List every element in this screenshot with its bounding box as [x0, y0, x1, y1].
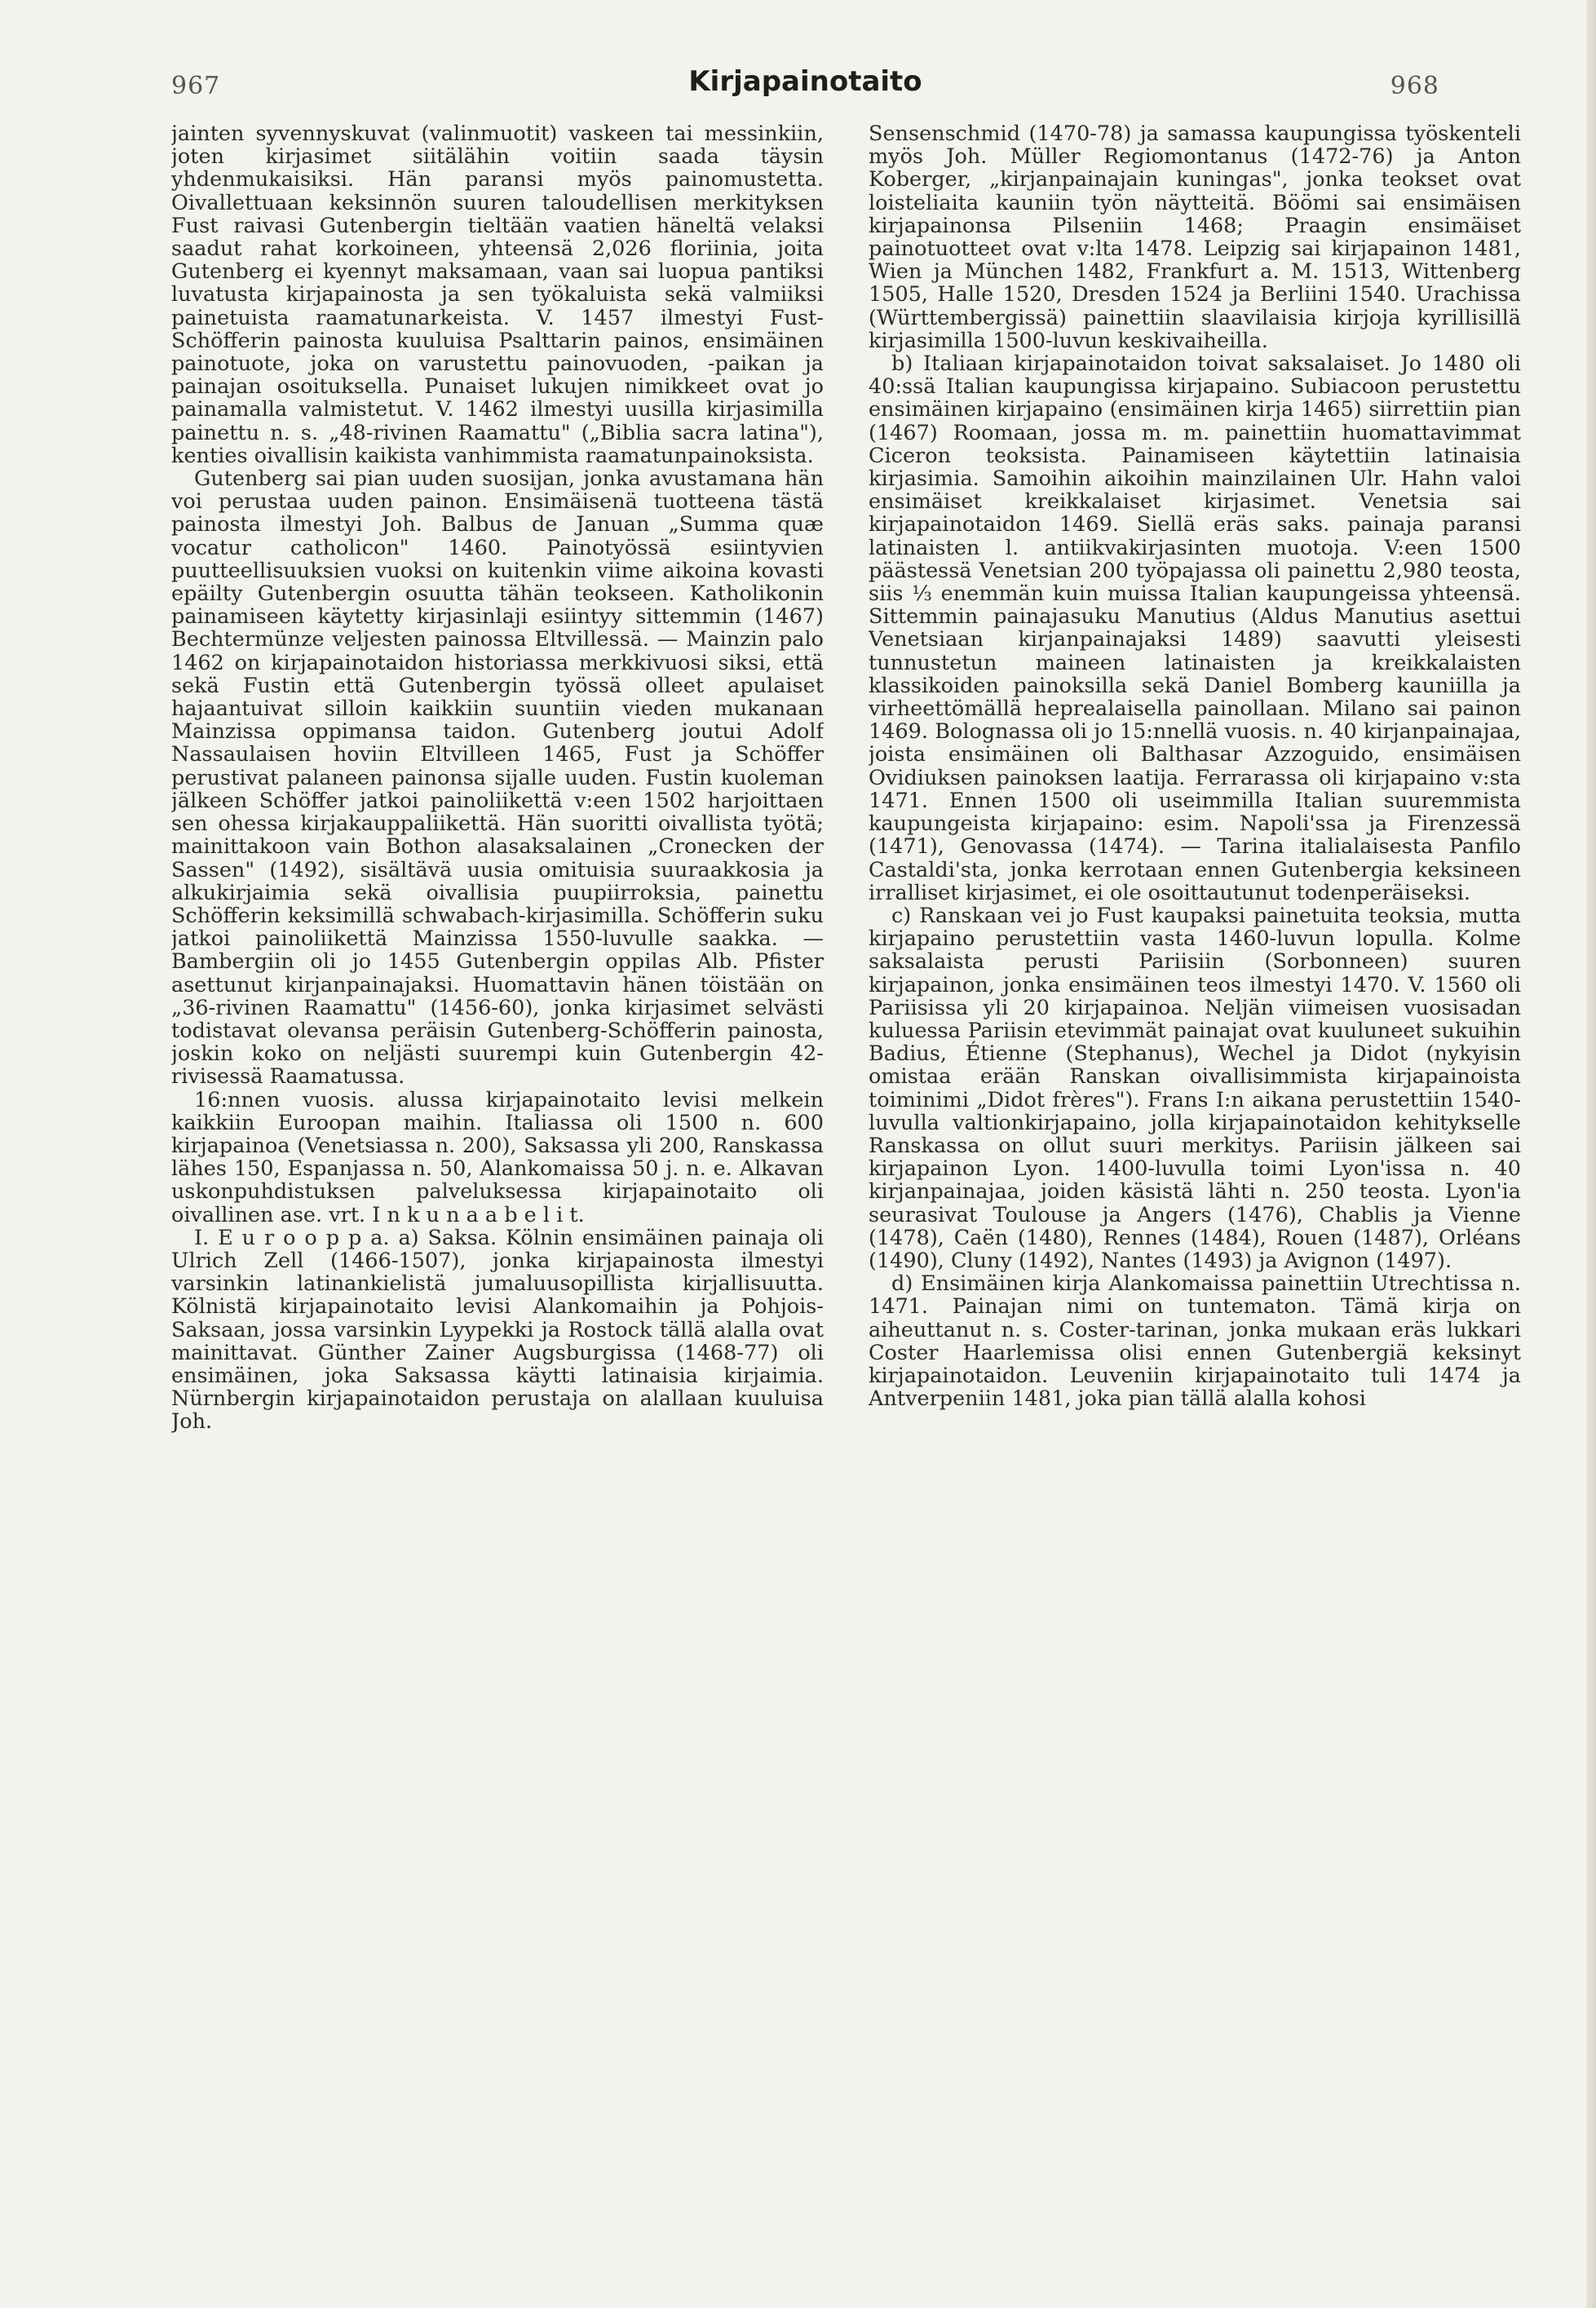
page-edge — [1586, 0, 1596, 2308]
left-column — [171, 122, 824, 2275]
paragraph: 16:nnen vuosis. alussa kirjapainotaito levisi melkein kaikkiin Euroopan maihin. Italiassa oli 1500 n. 600 kirjapainoa (Venetsiassa n. 200), Saksassa yli 200, Ranskassa lähes 150, Espanjassa n. 50, Alankomaissa 50 j. n. e. Alkavan uskonpuhdistuksen palveluksessa kirjapainotaito oli oivallinen ase. vrt. I n k u n a a b e l i t. — [171, 1087, 824, 1227]
paragraph: c) Ranskaan vei jo Fust kaupaksi painetuita teoksia, mutta kirjapaino perustettiin vasta 1460-luvun lopulla. Kolme saksalaista perusti Pariisiin (Sorbonneen) suuren kirjapainon, jonka ensimäinen teos ilmestyi 1470. V. 1560 oli Pariisissa yli 20 kirjapainoa. Neljän viimeisen vuosisadan kuluessa Pariisin etevimmät painajat ovat kuuluneet sukuihin Badius, Étienne (Stephanus), Wechel ja Didot (nykyisin omistaa erään Ranskan oivallisimmista kirjapainoista toiminimi „Didot frères"). Frans I:n aikana perustettiin 1540-luvulla valtionkirjapaino, jolla kirjapainotaidon kehitykselle Ranskassa on ollut suuri merkitys. Pariisin jälkeen sai kirjapainon Lyon. 1400-luvulla toimi Lyon'issa n. 40 kirjanpainajaa, joiden käsistä lähti n. 250 teosta. Lyon'ia seurasivat Toulouse ja Angers (1476), Chablis ja Vienne (1478), Caën (1480), Rennes (1484), Rouen (1487), Orléans (1490), Cluny (1492), Nantes (1493) ja Avignon (1497). — [869, 903, 1521, 1273]
right-column — [869, 122, 1521, 2275]
paragraph: d) Ensimäinen kirja Alankomaissa painettiin Utrechtissa n. 1471. Painajan nimi on tuntematon. Tämä kirja on aiheuttanut n. s. Coster-tarinan, jonka mukaan eräs lukkari Coster Haarlemissa olisi ennen Gutenbergiä keksinyt kirjapainotaidon. Leuveniin kirjapainotaito tuli 1474 ja Antverpeniin 1481, joka pian tällä alalla kohosi — [869, 1271, 1521, 1412]
running-title: Kirjapainotaito — [688, 65, 922, 98]
paragraph: Gutenberg sai pian uuden suosijan, jonka avustamana hän voi perustaa uuden painon. Ensimäisenä tuotteena tästä painosta ilmestyi Joh. Balbus de Januan „Summa quæ vocatur catholicon" 1460. Painotyössä esiintyvien puutteellisuuksien vuoksi on kuitenkin viime aikoina kovasti epäilty Gutenbergin osuutta tähän teokseen. Katholikonin painamiseen käytetty kirjasinlaji esiintyy sittemmin (1467) Bechtermünze veljesten painossa Eltvillessä. — Mainzin palo 1462 on kirjapainotaidon historiassa merkkivuosi siksi, että sekä Fustin että Gutenbergin työssä olleet apulaiset hajaantuivat silloin kaikkiin suuntiin vieden mukanaan Mainzissa oppimansa taidon. Gutenberg joutui Adolf Nassaulaisen hoviin Eltvilleen 1465, Fust ja Schöffer perustivat palaneen painonsa sijalle uuden. Fustin kuoleman jälkeen Schöffer jatkoi painoliikettä v:een 1502 harjoittaen sen ohessa kirjakauppaliikettä. Hän suoritti oivallista työtä; mainittakoon vain Bothon alasaksalainen „Cronecken der Sassen" (1492), sisältävä uusia omituisia suuraakkosia ja alkukirjaimia sekä oivallisia puupiirroksia, painettu Schöfferin keksimillä schwabach-kirjasimilla. Schöfferin suku jatkoi painoliikettä Mainzissa 1550-luvulle saakka. — Bambergiin oli jo 1455 Gutenbergin oppilas Alb. Pfister asettunut kirjanpainajaksi. Huomattavin hänen töistään on „36-rivinen Raamattu" (1456-60), jonka kirjasimet selvästi todistavat olevansa peräisin Gutenberg-Schöfferin painosta, joskin koko on neljästi suurempi kuin Gutenbergin 42-rivisessä Raamatussa. — [171, 466, 824, 1090]
page-header — [171, 64, 1439, 104]
left-page-number: 967 — [171, 72, 221, 100]
right-page-number: 968 — [1390, 72, 1439, 100]
paragraph: Sensenschmid (1470-78) ja samassa kaupungissa työskenteli myös Joh. Müller Regiomontanus (1472-76) ja Anton Koberger, „kirjanpainajain kuningas", jonka teokset ovat loisteliaita kauniin työn näytteitä. Böömi sai ensimäisen kirjapainonsa Pilseniin 1468; Praagin ensimäiset painotuotteet ovat v:lta 1478. Leipzig sai kirjapainon 1481, Wien ja München 1482, Frankfurt a. M. 1513, Wittenberg 1505, Halle 1520, Dresden 1524 ja Berliini 1540. Urachissa (Württembergissä) painettiin slaavilaisia kirjoja kyrillisillä kirjasimilla 1500-luvun keskivaiheilla. — [869, 122, 1521, 353]
paragraph: b) Italiaan kirjapainotaidon toivat saksalaiset. Jo 1480 oli 40:ssä Italian kaupungissa kirjapaino. Subiacoon perustettu ensimäinen kirjapaino (ensimäinen kirja 1465) siirrettiin pian (1467) Roomaan, jossa m. m. painettiin huomattavimmat Ciceron teoksista. Painamiseen käytettiin latinaisia kirjasimia. Samoihin aikoihin mainzilainen Ulr. Hahn valoi ensimäiset kreikkalaiset kirjasimet. Venetsia sai kirjapainotaidon 1469. Siellä eräs saks. painaja paransi latinaisten l. antiikvakirjasinten muotoja. V:een 1500 päästessä Venetsian 200 työpajassa oli painettu 2,980 teosta, siis ⅓ enemmän kuin muissa Italian kaupungeissa yhteensä. Sittemmin painajasuku Manutius (Aldus Manutius asettui Venetsiaan kirjanpainajaksi 1489) saavutti yleisesti tunnustetun maineen latinaisten ja kreikkalaisten klassikoiden painoksilla sekä Daniel Bomberg kauniilla ja virheettömällä heprealaisella painollaan. Milano sai painon 1469. Bolognassa oli jo 15:nnellä vuosis. n. 40 kirjanpainajaa, joista ensimäinen oli Balthasar Azzoguido, ensimäisen Ovidiuksen painoksen laatija. Ferrarassa oli kirjapaino v:sta 1471. Ennen 1500 oli useimmilla Italian suuremmista kaupungeista kirjapaino: esim. Napoli'ssa ja Firenzessä (1471), Genovassa (1474). — Tarina italialaisesta Panfilo Castaldi'sta, jonka kerrotaan ennen Gutenbergia keksineen irralliset kirjasimet, ei ole osoittautunut todenperäiseksi. — [869, 352, 1521, 905]
paragraph: I. E u r o o p p a. a) Saksa. Kölnin ensimäinen painaja oli Ulrich Zell (1466-1507), jonka kirjapainosta ilmestyi varsinkin latinankielistä jumaluusopillista kirjallisuutta. Kölnistä kirjapainotaito levisi Alankomaihin ja Pohjois-Saksaan, jossa varsinkin Lyypekki ja Rostock tällä alalla ovat mainittavat. Günther Zainer Augsburgissa (1468-77) oli ensimäinen, joka Saksassa käytti latinaisia kirjaimia. Nürnbergin kirjapainotaidon perustaja on alallaan kuuluisa Joh. — [171, 1225, 824, 1435]
paragraph: jainten syvennyskuvat (valinmuotit) vaskeen tai messinkiin, joten kirjasimet siitälähin voitiin saada täysin yhdenmukaisiksi. Hän paransi myös painomustetta. Oivallettuaan keksinnön suuren taloudellisen merkityksen Fust raivasi Gutenbergin tieltään vaatien häneltä velaksi saadut rahat korkoineen, yhteensä 2,026 floriinia, joita Gutenberg ei kyennyt maksamaan, vaan sai luopua pantiksi luvatusta kirjapainosta ja sen työkaluista sekä valmiiksi painetuista raamatunarkeista. V. 1457 ilmestyi Fust-Schöfferin painosta kuuluisa Psalttarin painos, ensimäinen painotuote, joka on varustettu painovuoden, -paikan ja painajan osoituksella. Punaiset lukujen nimikkeet ovat jo painamalla valmistetut. V. 1462 ilmestyi uusilla kirjasimilla painettu n. s. „48-rivinen Raamattu" („Biblia sacra latina"), kenties oivallisin kaikista vanhimmista raamatunpainoksista. — [171, 122, 824, 468]
